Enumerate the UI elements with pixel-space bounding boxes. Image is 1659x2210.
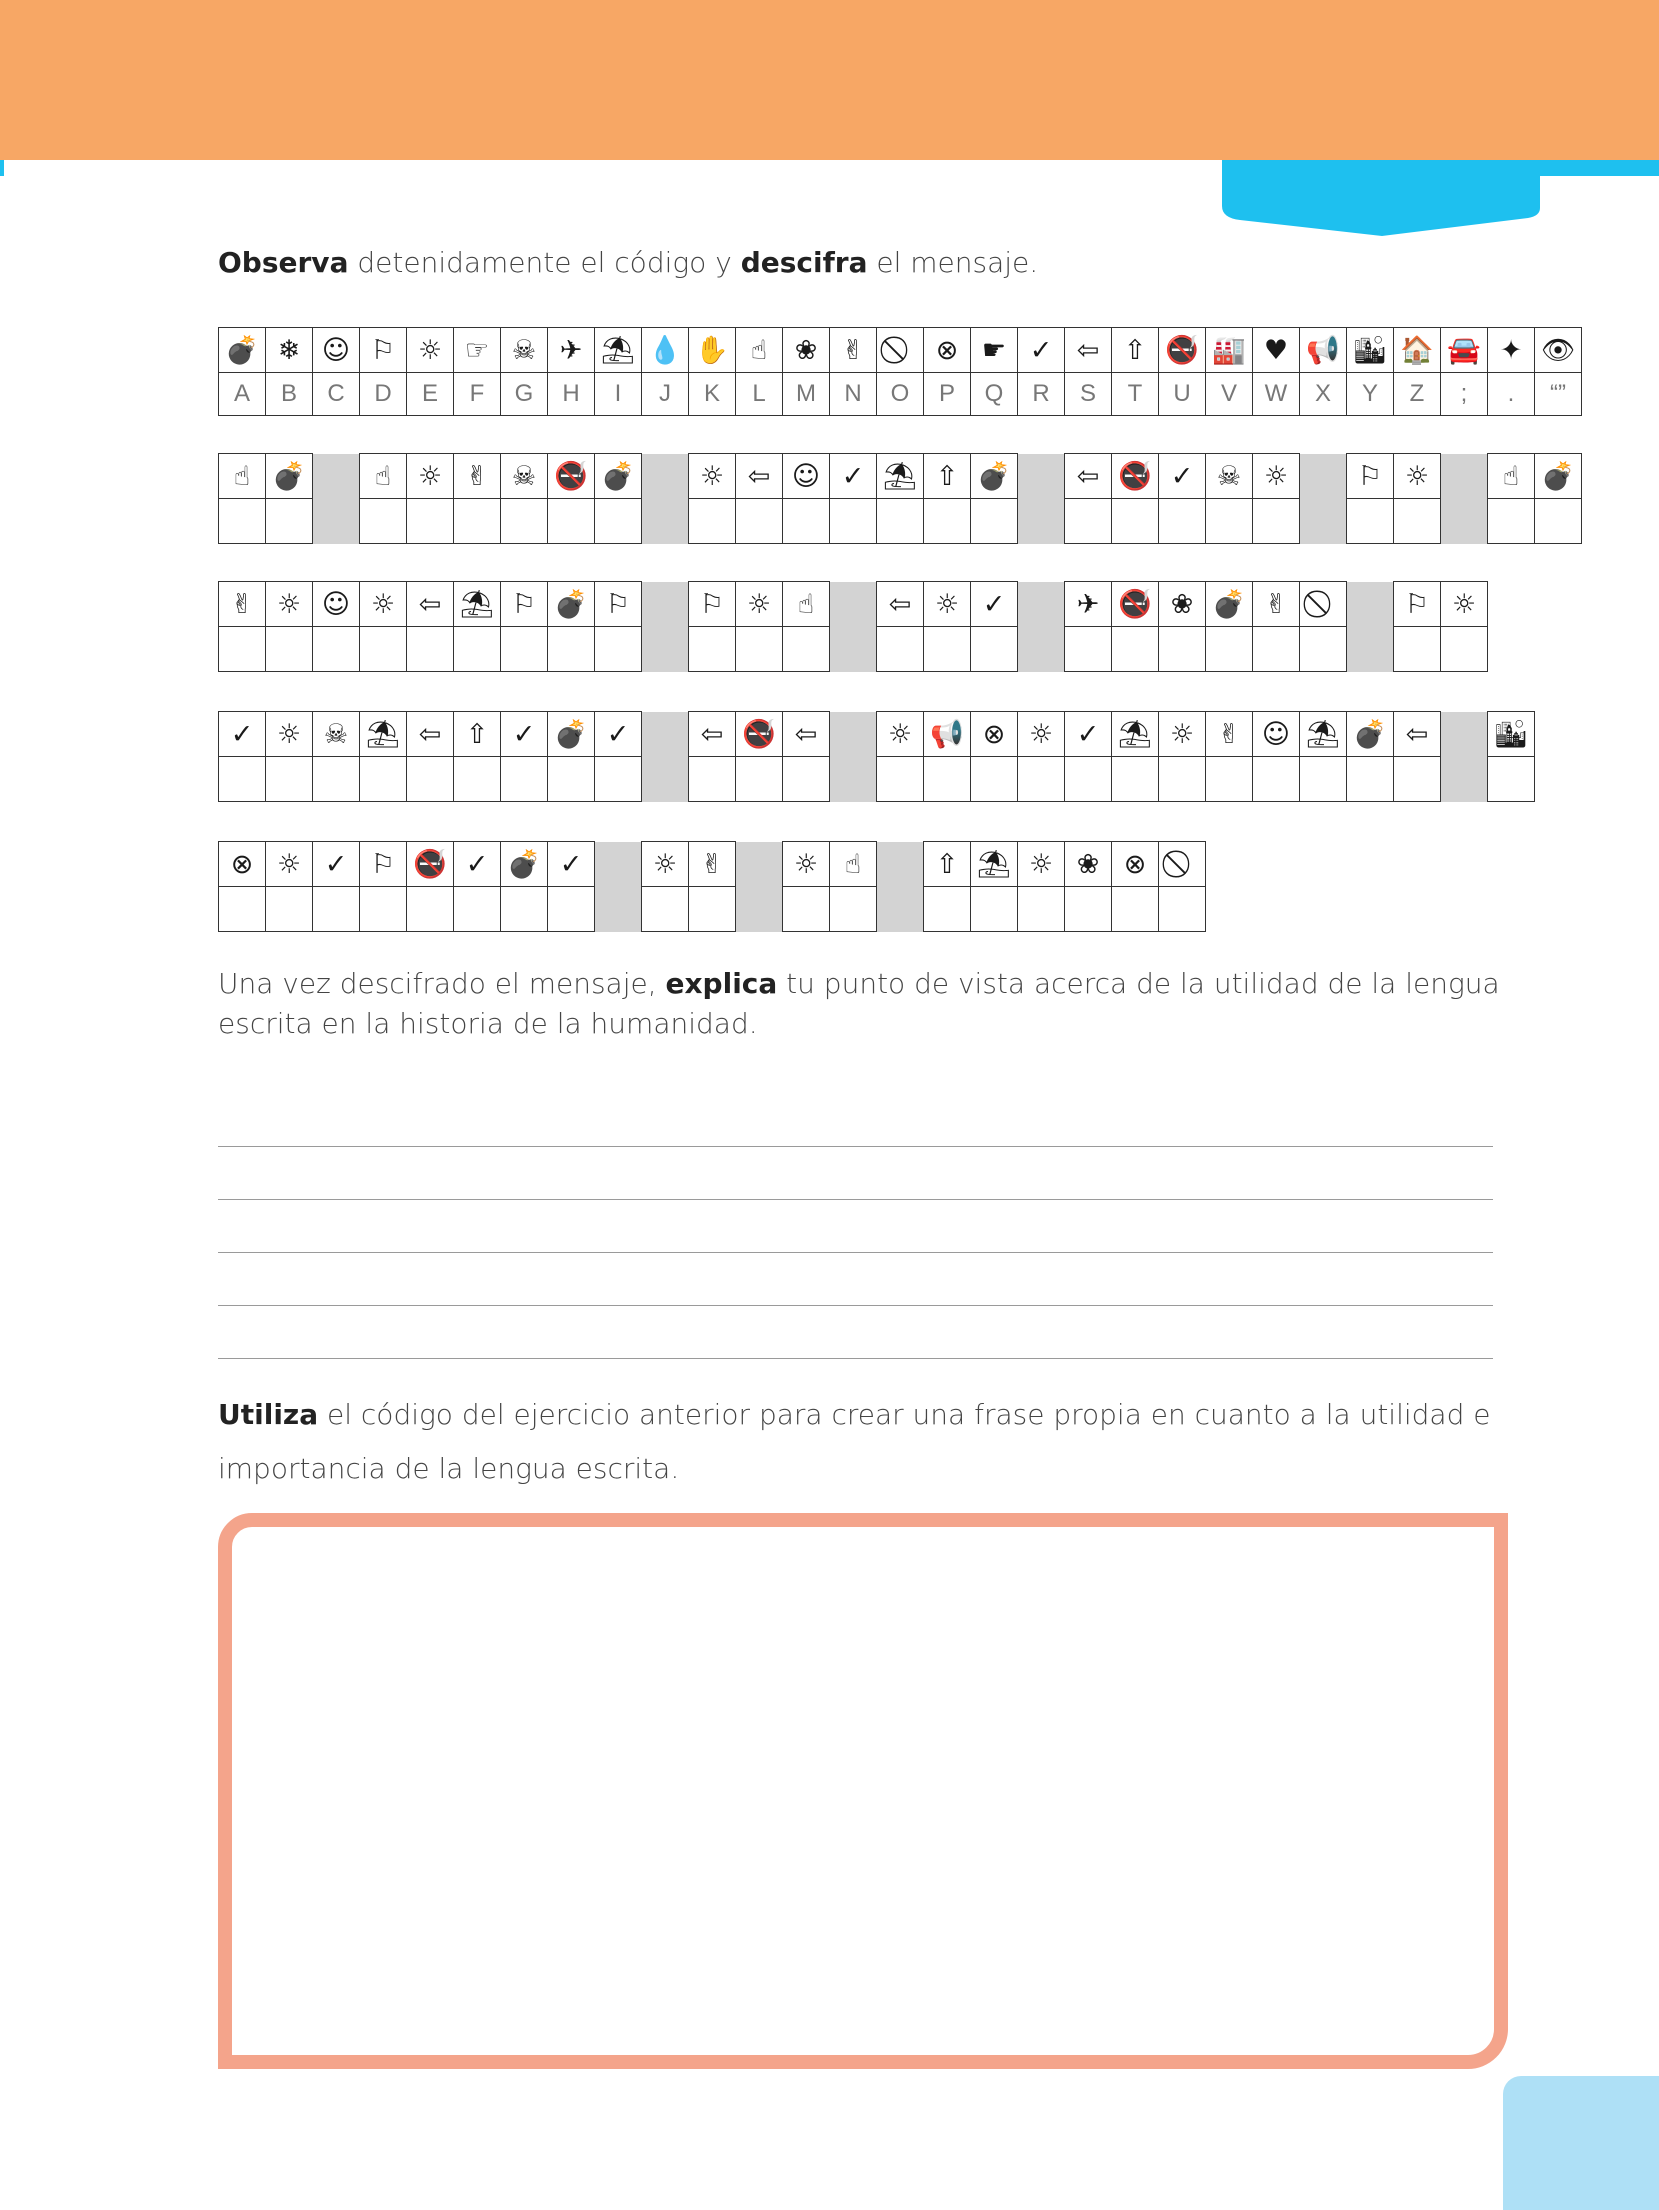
code-key-letter: U bbox=[1159, 373, 1206, 416]
answer-cell[interactable] bbox=[1535, 499, 1582, 544]
answer-cell[interactable] bbox=[877, 757, 924, 802]
answer-cell[interactable] bbox=[1159, 627, 1206, 672]
message-symbol: 💣 bbox=[501, 842, 548, 887]
code-key-symbol: ☞ bbox=[454, 328, 501, 373]
answer-cell[interactable] bbox=[266, 627, 313, 672]
message-symbol: ✈ bbox=[1065, 582, 1112, 627]
answer-cell[interactable] bbox=[830, 499, 877, 544]
word-gap bbox=[877, 887, 924, 932]
message-symbol: 💣 bbox=[1535, 454, 1582, 499]
answer-cell[interactable] bbox=[877, 499, 924, 544]
message-symbol: ⇧ bbox=[924, 842, 971, 887]
word-gap bbox=[642, 582, 689, 627]
message-symbol: ❀ bbox=[1159, 582, 1206, 627]
code-key-letter: V bbox=[1206, 373, 1253, 416]
code-key-letter: J bbox=[642, 373, 689, 416]
message-symbol: ⊗ bbox=[219, 842, 266, 887]
answer-line-5[interactable] bbox=[218, 1358, 1493, 1359]
message-symbol: ✌ bbox=[689, 842, 736, 887]
code-key-symbol: ⚐ bbox=[360, 328, 407, 373]
word-gap bbox=[642, 499, 689, 544]
code-key-letter: L bbox=[736, 373, 783, 416]
code-key-letter: I bbox=[595, 373, 642, 416]
message-symbol: ☼ bbox=[266, 842, 313, 887]
answer-cell[interactable] bbox=[501, 887, 548, 932]
message-symbol: 🚭 bbox=[1112, 582, 1159, 627]
message-answer-cells bbox=[219, 499, 1582, 544]
answer-cell[interactable] bbox=[595, 627, 642, 672]
code-key-letter: P bbox=[924, 373, 971, 416]
page-corner-tab bbox=[1503, 2076, 1659, 2210]
answer-cell[interactable] bbox=[548, 757, 595, 802]
code-key-letter: M bbox=[783, 373, 830, 416]
message-symbol: ☠ bbox=[501, 454, 548, 499]
message-symbol: ☼ bbox=[1018, 842, 1065, 887]
answer-cell[interactable] bbox=[689, 887, 736, 932]
message-symbol: ☼ bbox=[689, 454, 736, 499]
left-accent-bar bbox=[0, 160, 4, 176]
message-symbol: 🏙 bbox=[1488, 712, 1535, 757]
message-symbol: ☼ bbox=[783, 842, 830, 887]
message-symbol: ☼ bbox=[360, 582, 407, 627]
message-symbols bbox=[219, 842, 1206, 887]
code-key-letter: R bbox=[1018, 373, 1065, 416]
answer-cell[interactable] bbox=[971, 887, 1018, 932]
answer-cell[interactable] bbox=[548, 627, 595, 672]
word-gap bbox=[1441, 757, 1488, 802]
message-answer-cells bbox=[219, 887, 1206, 932]
answer-cell[interactable] bbox=[1394, 499, 1441, 544]
instruction-observe: Observa detenidamente el código y descifra el mensaje. bbox=[218, 246, 1039, 279]
message-symbol: ⇦ bbox=[877, 582, 924, 627]
sentence-writing-box[interactable] bbox=[218, 1513, 1508, 2069]
answer-cell[interactable] bbox=[783, 757, 830, 802]
answer-cell[interactable] bbox=[689, 499, 736, 544]
code-key-letter: Q bbox=[971, 373, 1018, 416]
message-symbol: 🚭 bbox=[1112, 454, 1159, 499]
message-symbol: 💣 bbox=[548, 582, 595, 627]
message-symbol: ☺ bbox=[313, 582, 360, 627]
message-symbol: 🚭 bbox=[548, 454, 595, 499]
answer-cell[interactable] bbox=[971, 757, 1018, 802]
message-symbol: ⇦ bbox=[407, 582, 454, 627]
message-symbol: ❀ bbox=[1065, 842, 1112, 887]
word-gap bbox=[313, 454, 360, 499]
answer-cell[interactable] bbox=[219, 627, 266, 672]
code-key-symbol: 🏭 bbox=[1206, 328, 1253, 373]
answer-cell[interactable] bbox=[1347, 499, 1394, 544]
message-symbol: 💣 bbox=[266, 454, 313, 499]
message-symbol: ⇦ bbox=[689, 712, 736, 757]
message-symbol: ⚐ bbox=[689, 582, 736, 627]
answer-cell[interactable] bbox=[783, 499, 830, 544]
code-key-letter: S bbox=[1065, 373, 1112, 416]
code-key-letter: ; bbox=[1441, 373, 1488, 416]
message-symbol: ☼ bbox=[736, 582, 783, 627]
code-key-symbol: ⛱ bbox=[595, 328, 642, 373]
instruction-explain: Una vez descifrado el mensaje, explica tu punto de vista acerca de la utilidad de la lengua escrita en la historia de la humanidad. bbox=[218, 967, 1500, 1040]
message-symbol: 🚭 bbox=[736, 712, 783, 757]
answer-cell[interactable] bbox=[1065, 627, 1112, 672]
message-symbol: ✓ bbox=[548, 842, 595, 887]
word-gap bbox=[1018, 499, 1065, 544]
answer-cell[interactable] bbox=[1159, 499, 1206, 544]
answer-cell[interactable] bbox=[1253, 627, 1300, 672]
answer-cell[interactable] bbox=[1065, 499, 1112, 544]
message-symbol: ✓ bbox=[1159, 454, 1206, 499]
message-symbol bbox=[1300, 582, 1347, 627]
message-symbol: ✌ bbox=[1206, 712, 1253, 757]
word-gap bbox=[313, 499, 360, 544]
answer-cell[interactable] bbox=[219, 757, 266, 802]
message-symbol: ☼ bbox=[924, 582, 971, 627]
answer-cell[interactable] bbox=[360, 627, 407, 672]
message-symbol: ☝ bbox=[360, 454, 407, 499]
message-symbol: ⊗ bbox=[1112, 842, 1159, 887]
code-key-symbol: 📢 bbox=[1300, 328, 1347, 373]
message-symbol: ⛱ bbox=[877, 454, 924, 499]
answer-cell[interactable] bbox=[313, 887, 360, 932]
word-gap bbox=[830, 757, 877, 802]
code-key-symbol: ❀ bbox=[783, 328, 830, 373]
code-key-symbol: ⇧ bbox=[1112, 328, 1159, 373]
word-gap bbox=[877, 842, 924, 887]
code-key-letter: Z bbox=[1394, 373, 1441, 416]
answer-cell[interactable] bbox=[1206, 757, 1253, 802]
answer-cell[interactable] bbox=[971, 627, 1018, 672]
message-symbol: ⚐ bbox=[1347, 454, 1394, 499]
code-key-symbol: ✓ bbox=[1018, 328, 1065, 373]
message-symbol: ✓ bbox=[830, 454, 877, 499]
message-symbol: ☼ bbox=[1159, 712, 1206, 757]
code-key-symbols bbox=[219, 328, 1582, 373]
message-symbol: 💣 bbox=[595, 454, 642, 499]
message-symbol: ✓ bbox=[313, 842, 360, 887]
message-symbols bbox=[219, 712, 1535, 757]
answer-cell[interactable] bbox=[313, 627, 360, 672]
answer-cell[interactable] bbox=[501, 627, 548, 672]
answer-cell[interactable] bbox=[1065, 887, 1112, 932]
message-symbol: ☼ bbox=[266, 712, 313, 757]
header-tab bbox=[1222, 160, 1540, 236]
message-symbol: 💣 bbox=[1206, 582, 1253, 627]
answer-cell[interactable] bbox=[266, 757, 313, 802]
answer-cell[interactable] bbox=[1253, 499, 1300, 544]
message-symbol: ⇧ bbox=[454, 712, 501, 757]
code-key-symbol: ❄ bbox=[266, 328, 313, 373]
code-key-symbol: ✋ bbox=[689, 328, 736, 373]
answer-line-2[interactable] bbox=[218, 1199, 1493, 1200]
code-key-letter: N bbox=[830, 373, 877, 416]
word-gap bbox=[1018, 454, 1065, 499]
message-symbol: ☝ bbox=[219, 454, 266, 499]
message-symbol: ⛱ bbox=[454, 582, 501, 627]
code-key-symbol: ✦ bbox=[1488, 328, 1535, 373]
message-symbol: ⚐ bbox=[1394, 582, 1441, 627]
code-key-letter: X bbox=[1300, 373, 1347, 416]
code-key-symbol: ⇦ bbox=[1065, 328, 1112, 373]
answer-cell[interactable] bbox=[501, 499, 548, 544]
answer-cell[interactable] bbox=[924, 627, 971, 672]
message-symbol: ⇧ bbox=[924, 454, 971, 499]
code-key-symbol: 🏙 bbox=[1347, 328, 1394, 373]
answer-line-1[interactable] bbox=[218, 1146, 1493, 1147]
word-gap bbox=[595, 887, 642, 932]
message-symbol: ☼ bbox=[642, 842, 689, 887]
code-key-symbol: ⊗ bbox=[924, 328, 971, 373]
answer-cell[interactable] bbox=[1394, 757, 1441, 802]
message-symbol: ☺ bbox=[783, 454, 830, 499]
code-key-symbol: ✈ bbox=[548, 328, 595, 373]
message-symbol: ⚐ bbox=[360, 842, 407, 887]
code-key-letter: W bbox=[1253, 373, 1300, 416]
message-symbol: ☼ bbox=[407, 454, 454, 499]
word-gap bbox=[642, 627, 689, 672]
answer-cell[interactable] bbox=[1206, 627, 1253, 672]
answer-cell[interactable] bbox=[501, 757, 548, 802]
answer-cell[interactable] bbox=[454, 887, 501, 932]
answer-cell[interactable] bbox=[595, 499, 642, 544]
word-gap bbox=[1347, 627, 1394, 672]
message-symbol: ⛱ bbox=[360, 712, 407, 757]
answer-cell[interactable] bbox=[360, 757, 407, 802]
word-gap bbox=[1441, 712, 1488, 757]
word-gap bbox=[642, 712, 689, 757]
answer-cell[interactable] bbox=[407, 757, 454, 802]
answer-cell[interactable] bbox=[783, 627, 830, 672]
code-key-letter: “” bbox=[1535, 373, 1582, 416]
code-key-letter: H bbox=[548, 373, 595, 416]
answer-cell[interactable] bbox=[548, 499, 595, 544]
message-symbol: ✓ bbox=[454, 842, 501, 887]
message-symbol: ✌ bbox=[1253, 582, 1300, 627]
answer-cell[interactable] bbox=[1112, 757, 1159, 802]
code-key-symbol: 👁 bbox=[1535, 328, 1582, 373]
answer-cell[interactable] bbox=[736, 499, 783, 544]
message-symbol: ☼ bbox=[1018, 712, 1065, 757]
answer-line-3[interactable] bbox=[218, 1252, 1493, 1253]
header-band bbox=[0, 0, 1659, 160]
message-symbol: ☺ bbox=[1253, 712, 1300, 757]
answer-cell[interactable] bbox=[736, 627, 783, 672]
message-symbol: ☼ bbox=[877, 712, 924, 757]
answer-cell[interactable] bbox=[360, 499, 407, 544]
message-symbol bbox=[1159, 842, 1206, 887]
message-symbol: ⚐ bbox=[595, 582, 642, 627]
answer-cell[interactable] bbox=[1347, 757, 1394, 802]
word-gap bbox=[642, 757, 689, 802]
answer-cell[interactable] bbox=[1488, 757, 1535, 802]
message-symbol: ☼ bbox=[1253, 454, 1300, 499]
message-row-1 bbox=[218, 453, 1582, 544]
answer-cell[interactable] bbox=[642, 887, 689, 932]
message-symbol: ☼ bbox=[1394, 454, 1441, 499]
message-symbol: ☝ bbox=[830, 842, 877, 887]
code-key-symbol: ☠ bbox=[501, 328, 548, 373]
answer-cell[interactable] bbox=[689, 627, 736, 672]
message-symbol: ✌ bbox=[454, 454, 501, 499]
message-symbol: 💣 bbox=[548, 712, 595, 757]
answer-cell[interactable] bbox=[830, 887, 877, 932]
word-gap bbox=[736, 842, 783, 887]
code-key-symbol: ☛ bbox=[971, 328, 1018, 373]
message-symbol: ✌ bbox=[219, 582, 266, 627]
message-symbol: ☼ bbox=[1441, 582, 1488, 627]
message-symbol: ⛱ bbox=[971, 842, 1018, 887]
message-symbol: ⇦ bbox=[783, 712, 830, 757]
message-symbol: 💣 bbox=[1347, 712, 1394, 757]
code-key-symbol: ☝ bbox=[736, 328, 783, 373]
message-symbol: 📢 bbox=[924, 712, 971, 757]
answer-cell[interactable] bbox=[1018, 757, 1065, 802]
answer-cell[interactable] bbox=[924, 757, 971, 802]
code-key-letter: B bbox=[266, 373, 313, 416]
answer-cell[interactable] bbox=[407, 499, 454, 544]
answer-cell[interactable] bbox=[548, 887, 595, 932]
message-symbol: ⛱ bbox=[1112, 712, 1159, 757]
answer-cell[interactable] bbox=[1159, 887, 1206, 932]
answer-cell[interactable] bbox=[877, 627, 924, 672]
code-key-symbol: ☼ bbox=[407, 328, 454, 373]
code-key-symbol bbox=[877, 328, 924, 373]
word-gap bbox=[736, 887, 783, 932]
code-key-letter: K bbox=[689, 373, 736, 416]
word-gap bbox=[595, 842, 642, 887]
message-symbols bbox=[219, 454, 1582, 499]
message-symbol: 🚭 bbox=[407, 842, 454, 887]
code-key-symbol: ♥ bbox=[1253, 328, 1300, 373]
message-symbol: ⇦ bbox=[1065, 454, 1112, 499]
answer-cell[interactable] bbox=[219, 499, 266, 544]
answer-cell[interactable] bbox=[783, 887, 830, 932]
answer-cell[interactable] bbox=[454, 757, 501, 802]
word-gap bbox=[642, 454, 689, 499]
message-symbol: ⛱ bbox=[1300, 712, 1347, 757]
code-key-letter: F bbox=[454, 373, 501, 416]
message-answer-cells bbox=[219, 757, 1535, 802]
answer-cell[interactable] bbox=[219, 887, 266, 932]
message-row-2 bbox=[218, 581, 1488, 672]
message-answer-cells bbox=[219, 627, 1488, 672]
answer-cell[interactable] bbox=[971, 499, 1018, 544]
answer-cell[interactable] bbox=[454, 627, 501, 672]
message-row-3 bbox=[218, 711, 1535, 802]
code-key-letters bbox=[219, 373, 1582, 416]
word-gap bbox=[1300, 454, 1347, 499]
word-gap bbox=[1441, 454, 1488, 499]
word-gap bbox=[1018, 582, 1065, 627]
word-gap bbox=[1018, 627, 1065, 672]
code-key-symbol: 💣 bbox=[219, 328, 266, 373]
message-symbol: ☠ bbox=[313, 712, 360, 757]
message-symbol: ✓ bbox=[219, 712, 266, 757]
code-key-letter: C bbox=[313, 373, 360, 416]
instruction-use-code: Utiliza el código del ejercicio anterior para crear una frase propia en cuanto a la utilidad e importancia de la lengua escrita. bbox=[218, 1398, 1491, 1485]
message-symbol: ⇦ bbox=[407, 712, 454, 757]
message-symbol: ☼ bbox=[266, 582, 313, 627]
answer-cell[interactable] bbox=[1300, 757, 1347, 802]
code-key-symbol: ☺ bbox=[313, 328, 360, 373]
code-key-letter: O bbox=[877, 373, 924, 416]
code-key-letter: Y bbox=[1347, 373, 1394, 416]
word-gap bbox=[830, 712, 877, 757]
answer-cell[interactable] bbox=[924, 887, 971, 932]
code-key-letter: A bbox=[219, 373, 266, 416]
answer-cell[interactable] bbox=[924, 499, 971, 544]
word-gap bbox=[830, 627, 877, 672]
code-key-symbol: ✌ bbox=[830, 328, 877, 373]
code-key-symbol: 💧 bbox=[642, 328, 689, 373]
answer-cell[interactable] bbox=[454, 499, 501, 544]
answer-cell[interactable] bbox=[1300, 627, 1347, 672]
answer-cell[interactable] bbox=[1112, 887, 1159, 932]
word-gap bbox=[830, 582, 877, 627]
answer-cell[interactable] bbox=[1159, 757, 1206, 802]
code-key-symbol: 🚭 bbox=[1159, 328, 1206, 373]
message-symbol: ⊗ bbox=[971, 712, 1018, 757]
message-symbol: ✓ bbox=[971, 582, 1018, 627]
message-symbol: ✓ bbox=[595, 712, 642, 757]
code-key-letter: G bbox=[501, 373, 548, 416]
answer-cell[interactable] bbox=[595, 757, 642, 802]
message-symbols bbox=[219, 582, 1488, 627]
answer-cell[interactable] bbox=[313, 757, 360, 802]
answer-cell[interactable] bbox=[689, 757, 736, 802]
word-gap bbox=[1441, 499, 1488, 544]
message-symbol: ☠ bbox=[1206, 454, 1253, 499]
answer-cell[interactable] bbox=[1112, 627, 1159, 672]
answer-cell[interactable] bbox=[1253, 757, 1300, 802]
message-symbol: ☝ bbox=[1488, 454, 1535, 499]
answer-cell[interactable] bbox=[407, 887, 454, 932]
code-key-letter: . bbox=[1488, 373, 1535, 416]
code-key-symbol: 🏠 bbox=[1394, 328, 1441, 373]
code-key-table bbox=[218, 327, 1582, 416]
answer-cell[interactable] bbox=[1206, 499, 1253, 544]
code-key-letter: D bbox=[360, 373, 407, 416]
answer-cell[interactable] bbox=[1018, 887, 1065, 932]
message-symbol: ✓ bbox=[1065, 712, 1112, 757]
word-gap bbox=[1347, 582, 1394, 627]
answer-line-4[interactable] bbox=[218, 1305, 1493, 1306]
answer-cell[interactable] bbox=[266, 499, 313, 544]
message-symbol: ⚐ bbox=[501, 582, 548, 627]
code-key-symbol: 🚘 bbox=[1441, 328, 1488, 373]
code-key-letter: E bbox=[407, 373, 454, 416]
answer-cell[interactable] bbox=[1441, 627, 1488, 672]
message-symbol: 💣 bbox=[971, 454, 1018, 499]
answer-cell[interactable] bbox=[1065, 757, 1112, 802]
answer-cell[interactable] bbox=[1394, 627, 1441, 672]
answer-cell[interactable] bbox=[360, 887, 407, 932]
answer-cell[interactable] bbox=[407, 627, 454, 672]
message-row-4 bbox=[218, 841, 1206, 932]
message-symbol: ⇦ bbox=[736, 454, 783, 499]
word-gap bbox=[1300, 499, 1347, 544]
answer-cell[interactable] bbox=[266, 887, 313, 932]
answer-cell[interactable] bbox=[1488, 499, 1535, 544]
message-symbol: ☝ bbox=[783, 582, 830, 627]
message-symbol: ✓ bbox=[501, 712, 548, 757]
answer-cell[interactable] bbox=[1112, 499, 1159, 544]
message-symbol: ⇦ bbox=[1394, 712, 1441, 757]
answer-cell[interactable] bbox=[736, 757, 783, 802]
code-key-letter: T bbox=[1112, 373, 1159, 416]
